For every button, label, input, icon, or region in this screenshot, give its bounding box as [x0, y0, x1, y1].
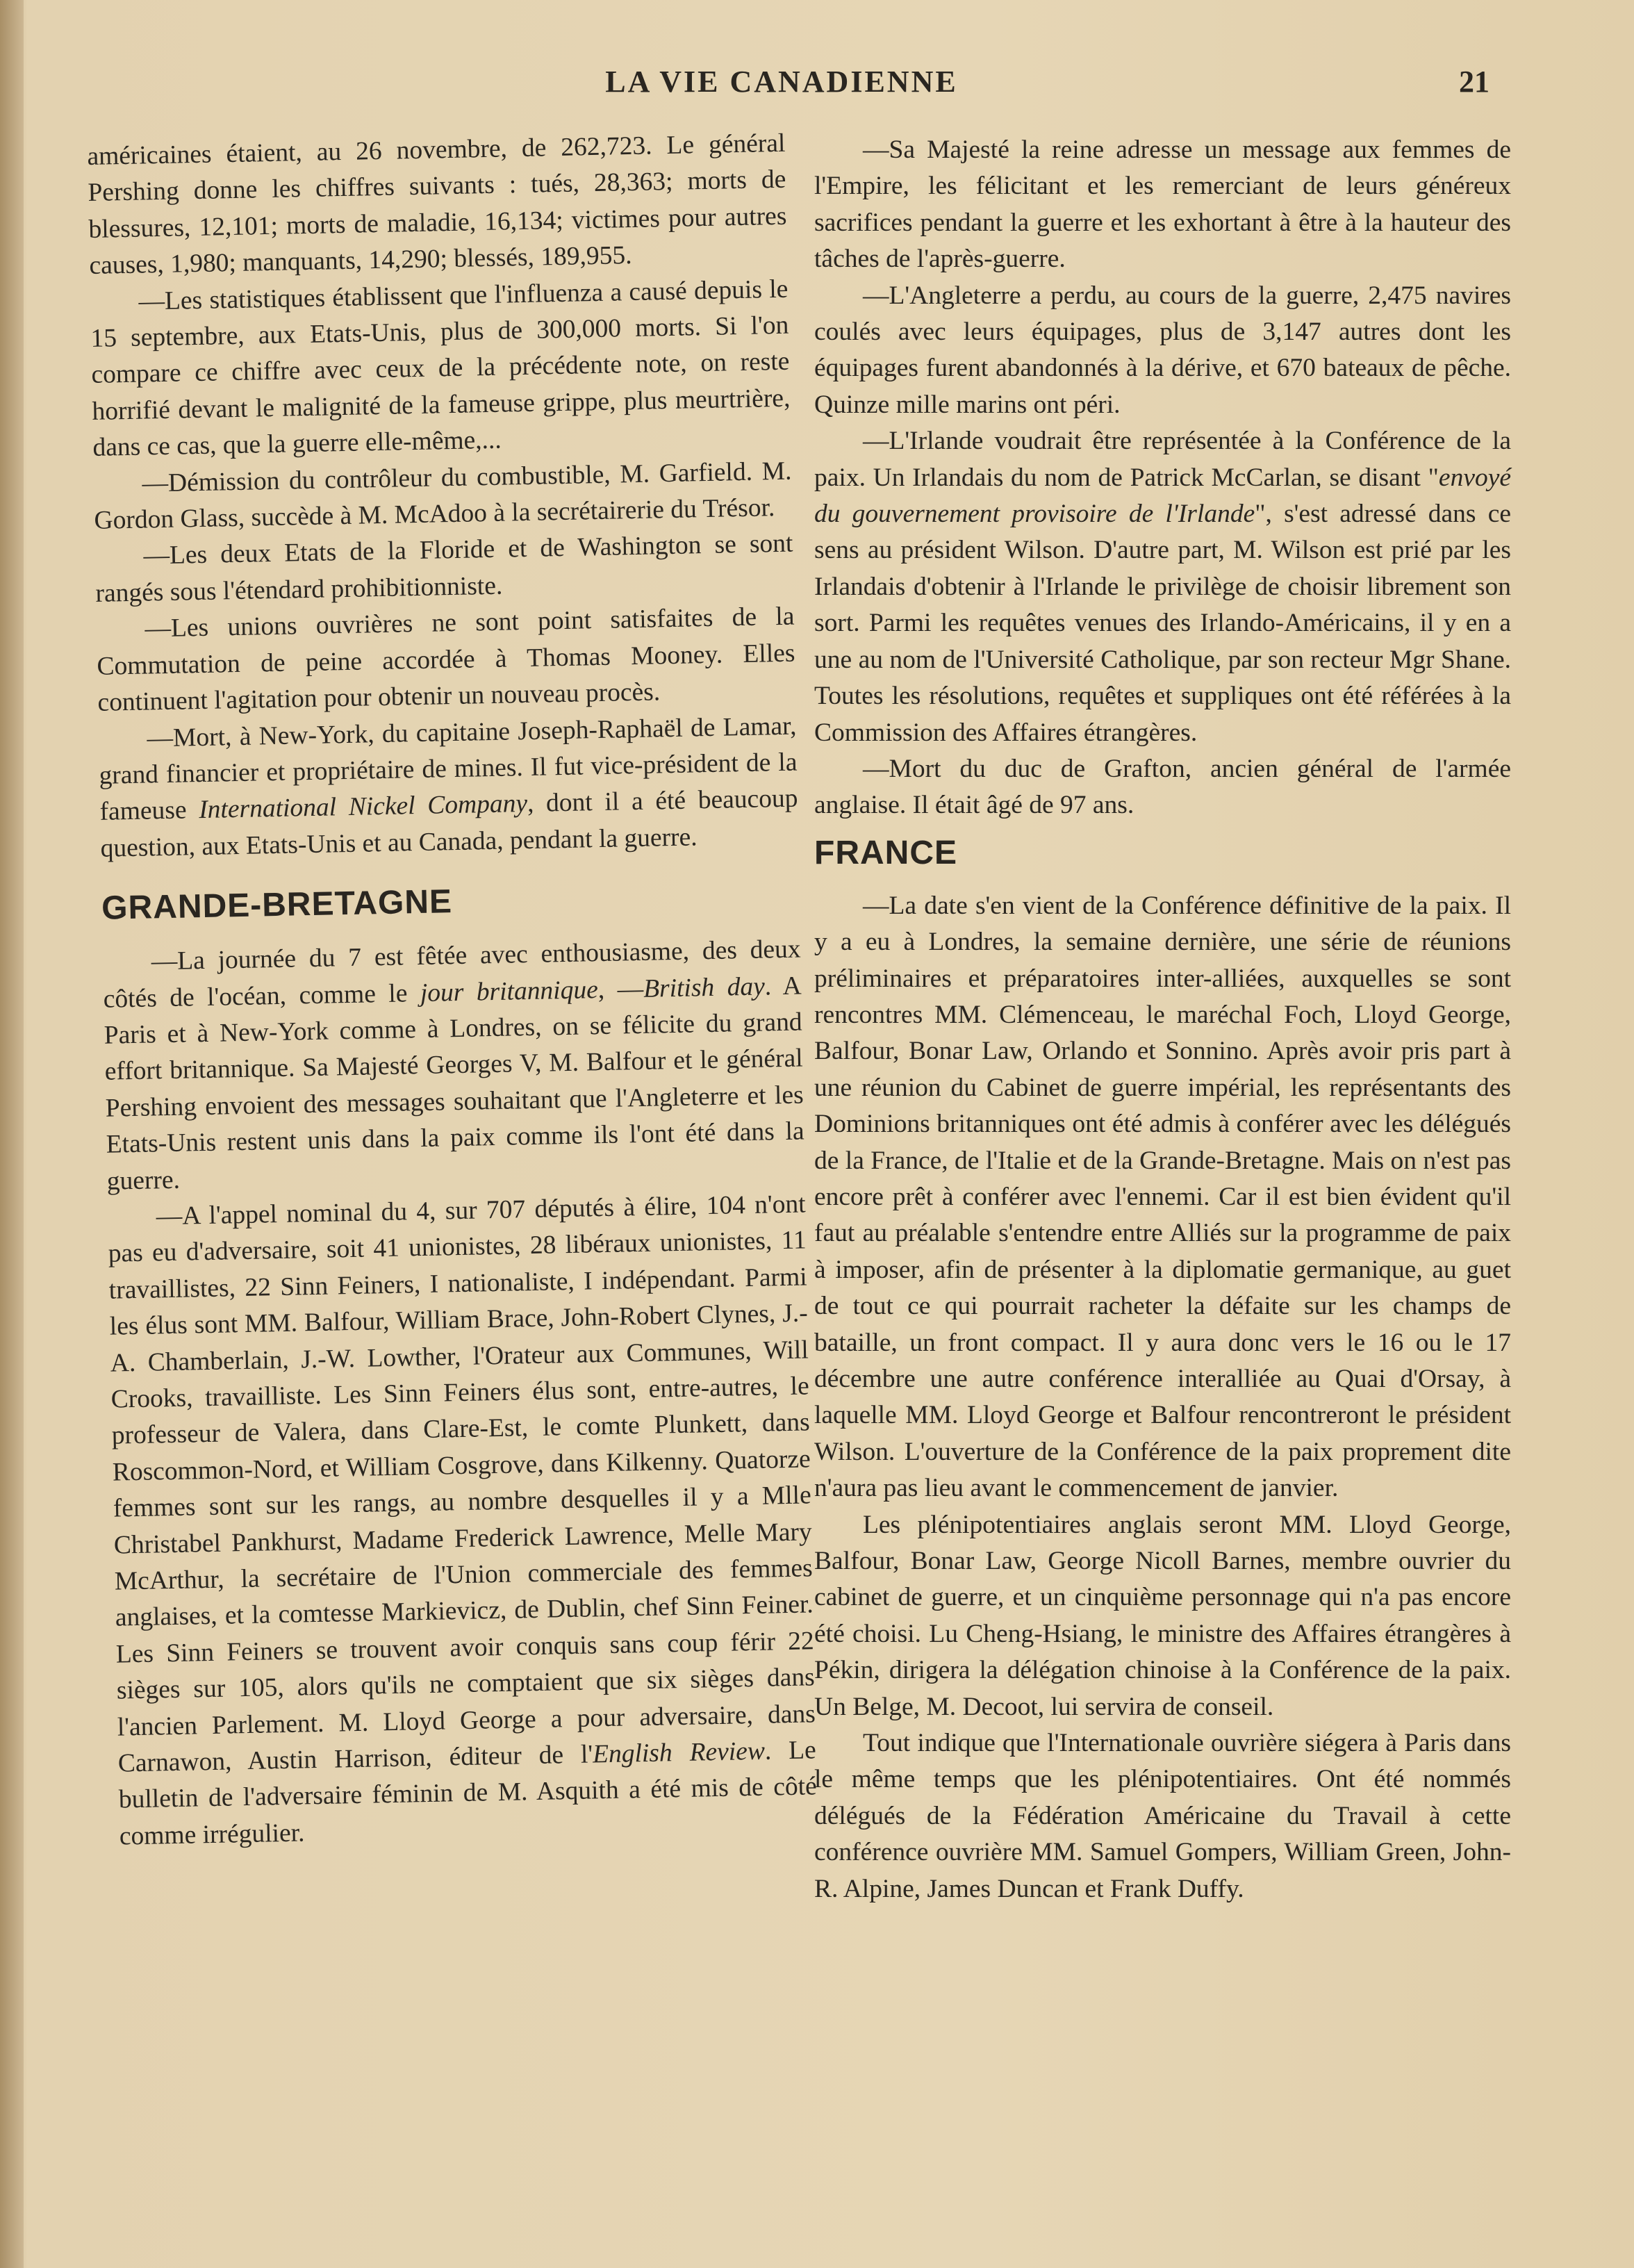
- paragraph: —La date s'en vient de la Conférence définitive de la paix. Il y a eu à Londres, la semaine dernière, une série de réunions préliminaires et préparatoires inter-alliées, auxquelles se sont rencontres MM. Clémenceau, le maréchal Foch, Lloyd George, Balfour, Bonar Law, Orlando et Sonnino. Après avoir pris part à une réunion du Cabinet de guerre impérial, les représentants des Dominions britanniques ont été admis à conférer avec les délégués de la France, de l'Italie et de la Grande-Bretagne. Mais on n'est pas encore prêt à conférer avec l'ennemi. Car il est bien évident qu'il faut au préalable s'entendre entre Alliés sur la programme de paix à imposer, afin de présenter à la diplomatie germanique, au guet de tout ce qui pourrait racheter la défaite sur les champs de bataille, un front compact. Il y aura donc vers le 16 ou le 17 décembre une autre conférence interalliée au Quai d'Orsay, à laquelle MM. Lloyd George et Balfour rencontreront le président Wilson. L'ouverture de la Conférence de la paix proprement dite n'aura pas lieu avant le commencement de janvier.: [814, 891, 1511, 1503]
- section-heading-grande-bretagne: GRANDE-BRETAGNE: [101, 883, 453, 927]
- paragraph: —L'Angleterre a perdu, au cours de la guerre, 2,475 navires coulés avec leurs équipages, plus de 3,147 autres dont les équipages furent abandonnés à la dérive, et 670 bateaux de pêche. Quinze mille marins ont péri.: [814, 281, 1511, 419]
- left-column: [87, 126, 818, 1855]
- paragraph: —Les unions ouvrières ne sont point satisfaites de la Commutation de peine accordée à Thomas Mooney. Elles continuent l'agitation pour obtenir un nouveau procès.: [97, 602, 795, 717]
- section-heading-france: FRANCE: [814, 834, 957, 871]
- running-title: LA VIE CANADIENNE: [605, 65, 958, 99]
- paragraph: —Démission du contrôleur du combustible, M. Garfield. M. Gordon Glass, succède à M. McAdoo à la secrétairerie du Trésor.: [94, 457, 792, 535]
- paragraph: Les plénipotentiaires anglais seront MM. Lloyd George, Balfour, Bonar Law, George Nicoll Barnes, membre ouvrier du cabinet de guerre, et un cinquième personnage qui n'a pas encore été choisi. Lu Cheng-Hsiang, le ministre des Affaires étrangères à Pékin, dirigera la délégation chinoise à la Conférence de la paix. Un Belge, M. Decoot, lui servira de conseil.: [814, 1510, 1511, 1721]
- binding-edge: [0, 0, 24, 2268]
- paragraph: —L'Irlande voudrait être représentée à la Conférence de la paix. Un Irlandais du nom de Patrick McCarlan, se disant "envoyé du gouvernement provisoire de l'Irlande", s'est adressé dans ce sens au président Wilson. D'autre part, M. Wilson est prié par les Irlandais d'obtenir à l'Irlande le privilège de choisir librement son sort. Parmi les requêtes venues des Irlando-Américains, il y en a une au nom de l'Université Catholique, par son recteur Mgr Shane. Toutes les résolutions, requêtes et suppliques ont été référées à la Commission des Affaires étrangères.: [814, 427, 1511, 747]
- paragraph: —La journée du 7 est fêtée avec enthousiasme, des deux côtés de l'océan, comme le jour britannique, —British day. A Paris et à New-York comme à Londres, on se félicite du grand effort britannique. Sa Majesté Georges V, M. Balfour et le général Pershing envoient des messages souhaitant que l'Angleterre et les Etats-Unis restent unis dans la paix comme ils l'ont été dans la guerre.: [103, 935, 804, 1196]
- paragraph: —Mort du duc de Grafton, ancien général de l'armée anglaise. Il était âgé de 97 ans.: [814, 754, 1511, 820]
- paragraph: —Mort, à New-York, du capitaine Joseph-Raphaël de Lamar, grand financier et propriétaire de mines. Il fut vice-président de la fameuse International Nickel Company, dont il a été beaucoup question, aux Etats-Unis et au Canada, pendant la guerre.: [99, 712, 798, 863]
- page-number: 21: [1459, 65, 1489, 99]
- paragraph: —Les statistiques établissent que l'influenza a causé depuis le 15 septembre, aux Etats-Unis, plus de 300,000 morts. Si l'on compare ce chiffre avec ceux de la précédente note, on reste horrifié devant le malignité de la fameuse grippe, plus meurtrière, dans ce cas, que la guerre elle-même,...: [90, 274, 791, 463]
- paragraph: —Sa Majesté la reine adresse un message aux femmes de l'Empire, les félicitant et les remerciant de leurs généreux sacrifices pendant la guerre et les exhortant à être à la hauteur des tâches de l'après-guerre.: [814, 135, 1511, 274]
- right-column: [814, 132, 1511, 1907]
- paragraph: américaines étaient, au 26 novembre, de 262,723. Le général Pershing donne les chiffres suivants : tués, 28,363; morts de blessures, 12,101; morts de maladie, 16,134; victimes pour autres causes, 1,980; manquants, 14,290; blessés, 189,955.: [87, 129, 787, 281]
- paragraph: —Les deux Etats de la Floride et de Washington se sont rangés sous l'étendard prohibitionniste.: [95, 529, 793, 608]
- page-header: [0, 64, 1634, 106]
- paragraph: Tout indique que l'Internationale ouvrière siégera à Paris dans le même temps que les plénipotentiaires. Ont été nommés délégués de la Fédération Américaine du Travail à cette conférence ouvrière MM. Samuel Gompers, William Green, John-R. Alpine, James Duncan et Frank Duffy.: [814, 1729, 1511, 1903]
- paragraph: —A l'appel nominal du 4, sur 707 députés à élire, 104 n'ont pas eu d'adversaire, soit 41 unionistes, 28 libéraux unionistes, 11 travaillistes, 22 Sinn Feiners, I nationaliste, I indépendant. Parmi les élus sont MM. Balfour, William Brace, John-Robert Clynes, J.-A. Chamberlain, J.-W. Lowther, l'Orateur aux Communes, Will Crooks, travailliste. Les Sinn Feiners élus sont, entre-autres, le professeur de Valera, dans Clare-Est, le comte Plunkett, dans Roscommon-Nord, et William Cosgrove, dans Kilkenny. Quatorze femmes sont sur les rangs, au nombre desquelles il y a Mlle Christabel Pankhurst, Madame Frederick Lawrence, Melle Mary McArthur, la secrétaire de l'Union commerciale des femmes anglaises, et la comtesse Markievicz, de Dublin, chef Sinn Feiner. Les Sinn Feiners se trouvent avoir conquis sans coup férir 22 sièges sur 105, alors qu'ils ne comptaient que six sièges dans l'ancien Parlement. M. Lloyd George a pour adversaire, dans Carnawon, Austin Harrison, éditeur de l'English Review. Le bulletin de l'adversaire féminin de M. Asquith a été mis de côté comme irrégulier.: [108, 1190, 818, 1851]
